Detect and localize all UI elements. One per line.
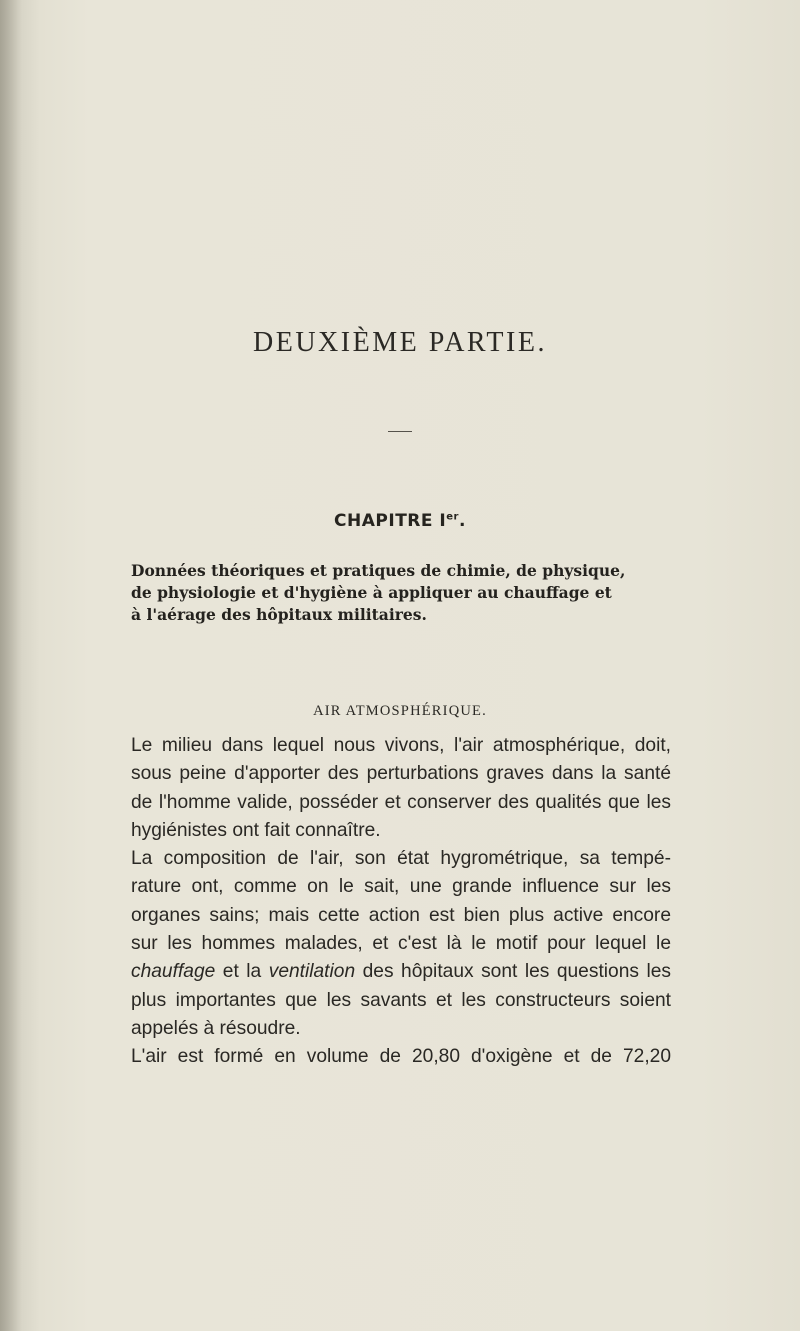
- paragraph-line: [131, 958, 671, 986]
- chapter-summary: [131, 560, 679, 626]
- summary-line: à l'aérage des hôpitaux militaires.: [131, 605, 427, 624]
- paragraph-line: plus importantes que les savants et les constructeurs soient: [131, 989, 671, 1011]
- part-title: DEUXIÈME PARTIE.: [253, 327, 547, 358]
- text-run: et la: [222, 961, 262, 983]
- chapter-title-main: CHAPITRE I: [334, 511, 447, 531]
- paragraph-line: de l'homme valide, posséder et conserver des qualités que les: [131, 791, 671, 813]
- paragraph-line: sous peine d'apporter des perturbations graves dans la santé: [131, 763, 671, 785]
- summary-line: Données théoriques et pratiques de chimie, de physique,: [131, 561, 626, 580]
- paragraph-line: La composition de l'air, son état hygrométrique, sa tempé-: [131, 848, 671, 870]
- chapter-title-superscript: er: [446, 511, 459, 523]
- body-text: [131, 732, 671, 1072]
- paragraph-line: rature ont, comme on le sait, une grande influence sur les: [131, 876, 671, 898]
- summary-line: de physiologie et d'hygiène à appliquer au chauffage et: [131, 583, 612, 602]
- paragraph-line: sur les hommes malades, et c'est là le motif pour lequel le: [131, 933, 671, 955]
- section-title: AIR ATMOSPHÉRIQUE.: [313, 703, 487, 719]
- paragraph-line: Le milieu dans lequel nous vivons, l'air atmosphérique, doit,: [131, 735, 671, 756]
- italic-term: chauffage: [131, 961, 216, 983]
- italic-term: ventilation: [268, 961, 356, 983]
- page-spine-shadow: [0, 0, 22, 1331]
- chapter-title-end: .: [458, 511, 466, 531]
- title-divider: [388, 431, 412, 432]
- paragraph-line: L'air est formé en volume de 20,80 d'oxigène et de 72,20: [131, 1046, 671, 1068]
- paragraph-line: appelés à résoudre.: [131, 1017, 301, 1039]
- paragraph-line: hygiénistes ont fait connaître.: [131, 819, 381, 841]
- paragraph-line: organes sains; mais cette action est bien plus active encore: [131, 904, 671, 926]
- chapter-title: [0, 511, 800, 531]
- text-run: des hôpitaux sont les questions les: [362, 961, 671, 983]
